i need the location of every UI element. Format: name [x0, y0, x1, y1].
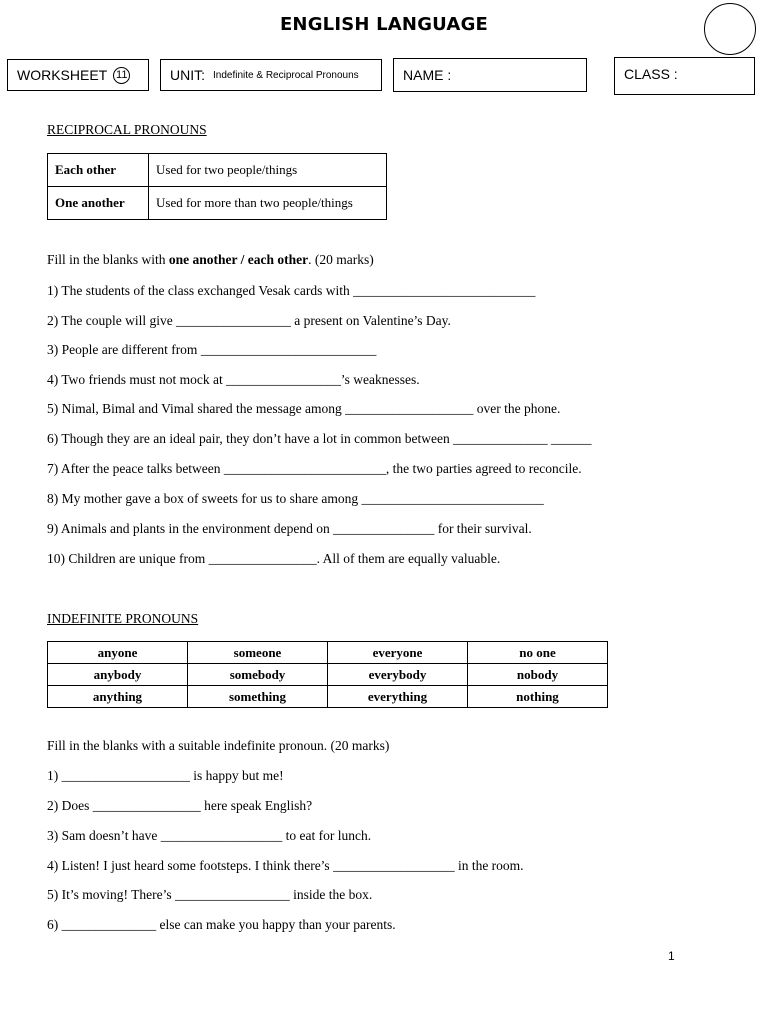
reciprocal-desc: Used for two people/things	[149, 154, 387, 187]
table-cell: anybody	[48, 664, 188, 686]
table-cell: nothing	[468, 686, 608, 708]
page-title: ENGLISH LANGUAGE	[279, 14, 489, 35]
unit-value: Indefinite & Reciprocal Pronouns	[213, 69, 359, 81]
reciprocal-question-6: 6) Though they are an ideal pair, they don’t have a lot in common between ______________ ______	[47, 431, 592, 446]
table-cell: someone	[188, 642, 328, 664]
reciprocal-question-5: 5) Nimal, Bimal and Vimal shared the message among ___________________ over the phone.	[47, 401, 561, 416]
table-cell: no one	[468, 642, 608, 664]
reciprocal-question-4: 4) Two friends must not mock at _________________’s weaknesses.	[47, 372, 420, 387]
table-row	[48, 664, 608, 686]
table-row	[48, 686, 608, 708]
table-cell: something	[188, 686, 328, 708]
name-box[interactable]	[393, 58, 587, 92]
table-row	[48, 642, 608, 664]
reciprocal-desc: Used for more than two people/things	[149, 187, 387, 220]
indefinite-question-5: 5) It’s moving! There’s _________________ inside the box.	[47, 887, 373, 902]
indefinite-heading: INDEFINITE PRONOUNS	[47, 611, 199, 626]
name-label: NAME :	[403, 67, 452, 83]
reciprocal-term: Each other	[48, 154, 149, 187]
reciprocal-heading: RECIPROCAL PRONOUNS	[47, 122, 207, 137]
reciprocal-term: One another	[48, 187, 149, 220]
reciprocal-question-8: 8) My mother gave a box of sweets for us to share among ___________________________	[47, 491, 544, 506]
indefinite-question-3: 3) Sam doesn’t have __________________ to eat for lunch.	[47, 828, 372, 843]
table-cell: nobody	[468, 664, 608, 686]
page-number: 1	[668, 949, 675, 963]
unit-label: UNIT:	[170, 67, 205, 83]
table-cell: everything	[328, 686, 468, 708]
worksheet-box	[7, 59, 149, 91]
reciprocal-instruction	[47, 252, 374, 268]
photo-circle	[704, 3, 756, 55]
class-label: CLASS :	[624, 66, 678, 82]
indefinite-question-6: 6) ______________ else can make you happy than your parents.	[47, 917, 396, 932]
reciprocal-question-1: 1) The students of the class exchanged Vesak cards with ___________________________	[47, 283, 536, 298]
table-row	[48, 154, 387, 187]
reciprocal-question-2: 2) The couple will give _________________ a present on Valentine’s Day.	[47, 313, 451, 328]
table-cell: anything	[48, 686, 188, 708]
reciprocal-question-9: 9) Animals and plants in the environment depend on _______________ for their survival.	[47, 521, 532, 536]
worksheet-label: WORKSHEET	[17, 67, 108, 83]
indefinite-question-1: 1) ___________________ is happy but me!	[47, 768, 284, 783]
instruction-text: Fill in the blanks with	[47, 252, 169, 267]
class-box[interactable]	[614, 57, 755, 95]
unit-box	[160, 59, 382, 91]
reciprocal-question-7: 7) After the peace talks between ________________________, the two parties agreed to reconcile.	[47, 461, 582, 476]
indefinite-table	[47, 641, 608, 708]
table-cell: everyone	[328, 642, 468, 664]
table-row	[48, 187, 387, 220]
indefinite-instruction: Fill in the blanks with a suitable indefinite pronoun. (20 marks)	[47, 738, 390, 753]
table-cell: somebody	[188, 664, 328, 686]
instruction-bold: one another / each other	[168, 252, 309, 267]
table-cell: anyone	[48, 642, 188, 664]
reciprocal-question-10: 10) Children are unique from ________________. All of them are equally valuable.	[47, 551, 501, 566]
reciprocal-question-3: 3) People are different from __________________________	[47, 342, 377, 357]
indefinite-question-4: 4) Listen! I just heard some footsteps. I think there’s __________________ in the room.	[47, 858, 524, 873]
worksheet-number: 11	[113, 67, 130, 84]
instruction-marks: . (20 marks)	[308, 252, 374, 267]
table-cell: everybody	[328, 664, 468, 686]
reciprocal-table	[47, 153, 387, 220]
indefinite-question-2: 2) Does ________________ here speak English?	[47, 798, 313, 813]
